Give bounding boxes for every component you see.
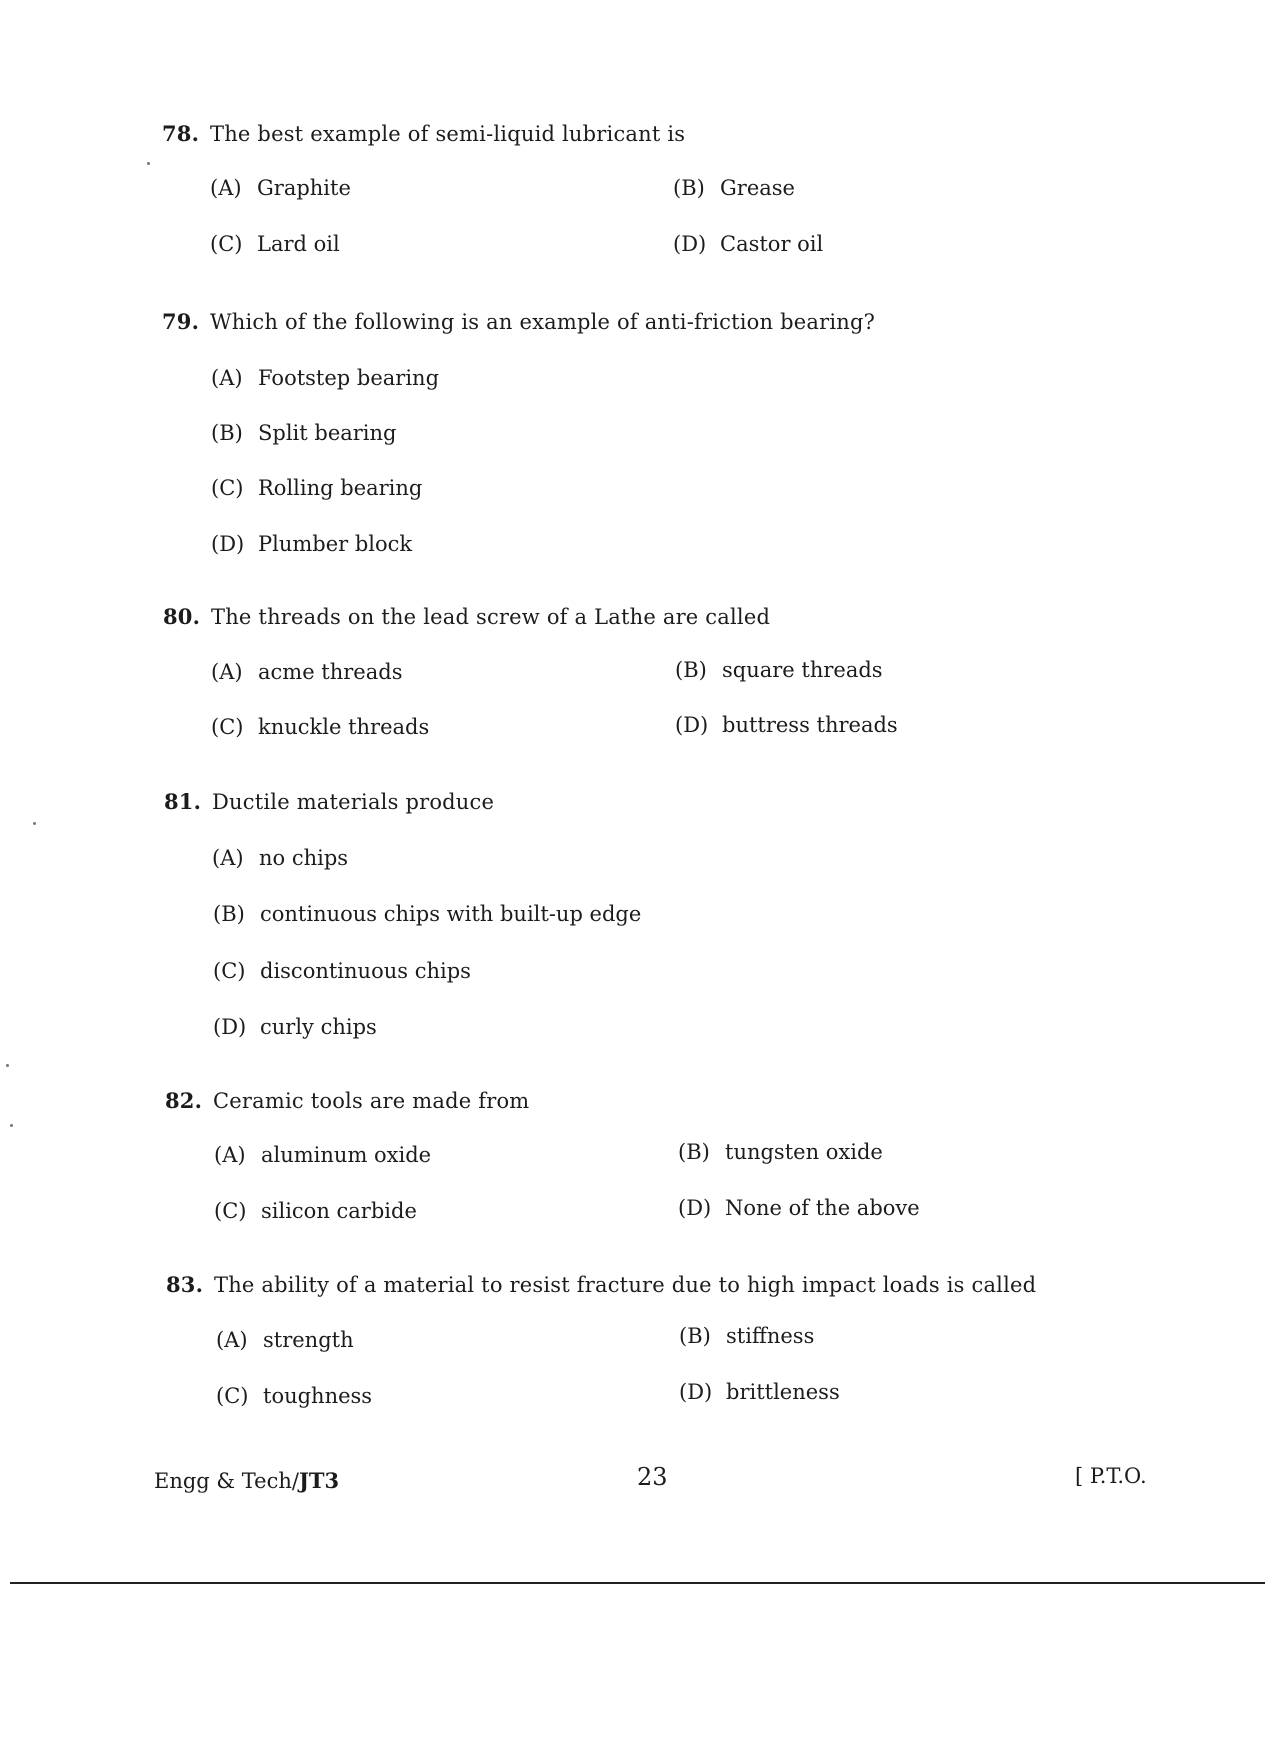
option-label: (D) xyxy=(678,1196,712,1220)
question-number: 78. xyxy=(162,121,200,146)
question-79 xyxy=(162,309,875,334)
question-number: 81. xyxy=(164,789,202,814)
question-text: Ductile materials produce xyxy=(212,790,495,814)
option-78-c xyxy=(210,232,340,256)
option-label: (A) xyxy=(211,660,243,684)
option-81-b xyxy=(213,902,641,926)
option-82-b xyxy=(678,1140,883,1164)
question-83 xyxy=(166,1272,1036,1297)
question-text: Which of the following is an example of anti-friction bearing? xyxy=(210,310,876,334)
option-label: (A) xyxy=(211,366,243,390)
option-83-d xyxy=(679,1380,840,1404)
option-label: (C) xyxy=(214,1199,247,1223)
option-label: (D) xyxy=(673,232,707,256)
option-text: Footstep bearing xyxy=(258,366,440,390)
option-text: discontinuous chips xyxy=(260,959,471,983)
option-text: None of the above xyxy=(725,1196,920,1220)
option-78-a xyxy=(210,176,351,200)
option-text: Rolling bearing xyxy=(258,476,423,500)
option-79-a xyxy=(211,366,439,390)
option-82-d xyxy=(678,1196,920,1220)
bottom-divider xyxy=(10,1582,1265,1584)
option-label: (A) xyxy=(210,176,242,200)
option-82-a xyxy=(214,1143,431,1167)
question-text: The best example of semi-liquid lubricant is xyxy=(210,122,686,146)
option-label: (D) xyxy=(679,1380,713,1404)
option-79-c xyxy=(211,476,422,500)
question-number: 79. xyxy=(162,309,200,334)
option-80-c xyxy=(211,715,429,739)
option-text: stiffness xyxy=(726,1324,815,1348)
option-text: aluminum oxide xyxy=(261,1143,432,1167)
paper-code-suffix: JT3 xyxy=(298,1468,340,1493)
option-79-d xyxy=(211,532,412,556)
option-label: (B) xyxy=(675,658,707,682)
option-label: (C) xyxy=(211,476,244,500)
option-80-b xyxy=(675,658,883,682)
option-79-b xyxy=(211,421,397,445)
option-label: (B) xyxy=(673,176,705,200)
option-label: (A) xyxy=(216,1328,248,1352)
option-text: Plumber block xyxy=(258,532,413,556)
option-text: square threads xyxy=(722,658,883,682)
option-label: (D) xyxy=(213,1015,247,1039)
option-label: (C) xyxy=(213,959,246,983)
pto-label: [ P.T.O. xyxy=(1075,1464,1147,1488)
option-text: Lard oil xyxy=(257,232,340,256)
option-label: (C) xyxy=(211,715,244,739)
option-label: (A) xyxy=(214,1143,246,1167)
option-83-b xyxy=(679,1324,814,1348)
question-text: The threads on the lead screw of a Lathe are called xyxy=(211,605,771,629)
option-label: (D) xyxy=(211,532,245,556)
question-text: The ability of a material to resist fracture due to high impact loads is called xyxy=(214,1273,1037,1297)
page-number: 23 xyxy=(637,1463,668,1491)
option-text: acme threads xyxy=(258,660,403,684)
question-number: 83. xyxy=(166,1272,204,1297)
option-78-b xyxy=(673,176,795,200)
scan-speck xyxy=(6,1064,9,1067)
question-81 xyxy=(164,789,494,814)
question-78 xyxy=(162,121,685,146)
option-81-c xyxy=(213,959,471,983)
option-text: toughness xyxy=(263,1384,373,1408)
option-label: (D) xyxy=(675,713,709,737)
option-label: (B) xyxy=(678,1140,710,1164)
option-text: no chips xyxy=(259,846,349,870)
paper-code-prefix: Engg & Tech/ xyxy=(154,1469,299,1493)
option-text: buttress threads xyxy=(722,713,898,737)
option-80-a xyxy=(211,660,402,684)
option-text: Grease xyxy=(720,176,795,200)
option-text: silicon carbide xyxy=(261,1199,417,1223)
question-80 xyxy=(163,604,770,629)
scan-speck xyxy=(147,162,150,165)
option-83-c xyxy=(216,1384,372,1408)
option-text: curly chips xyxy=(260,1015,377,1039)
option-80-d xyxy=(675,713,898,737)
question-number: 82. xyxy=(165,1088,203,1113)
option-text: Graphite xyxy=(257,176,351,200)
footer-paper-code xyxy=(154,1468,339,1493)
option-text: Castor oil xyxy=(720,232,824,256)
scan-speck xyxy=(10,1124,13,1127)
option-82-c xyxy=(214,1199,417,1223)
option-83-a xyxy=(216,1328,354,1352)
option-78-d xyxy=(673,232,823,256)
question-number: 80. xyxy=(163,604,201,629)
option-label: (B) xyxy=(679,1324,711,1348)
option-text: brittleness xyxy=(726,1380,840,1404)
question-text: Ceramic tools are made from xyxy=(213,1089,530,1113)
question-82 xyxy=(165,1088,529,1113)
option-text: strength xyxy=(263,1328,354,1352)
option-81-d xyxy=(213,1015,377,1039)
option-text: knuckle threads xyxy=(258,715,430,739)
option-label: (C) xyxy=(216,1384,249,1408)
option-label: (C) xyxy=(210,232,243,256)
option-label: (A) xyxy=(212,846,244,870)
option-label: (B) xyxy=(213,902,245,926)
option-label: (B) xyxy=(211,421,243,445)
option-text: Split bearing xyxy=(258,421,397,445)
scan-speck xyxy=(33,822,36,825)
option-81-a xyxy=(212,846,348,870)
option-text: continuous chips with built-up edge xyxy=(260,902,642,926)
option-text: tungsten oxide xyxy=(725,1140,883,1164)
